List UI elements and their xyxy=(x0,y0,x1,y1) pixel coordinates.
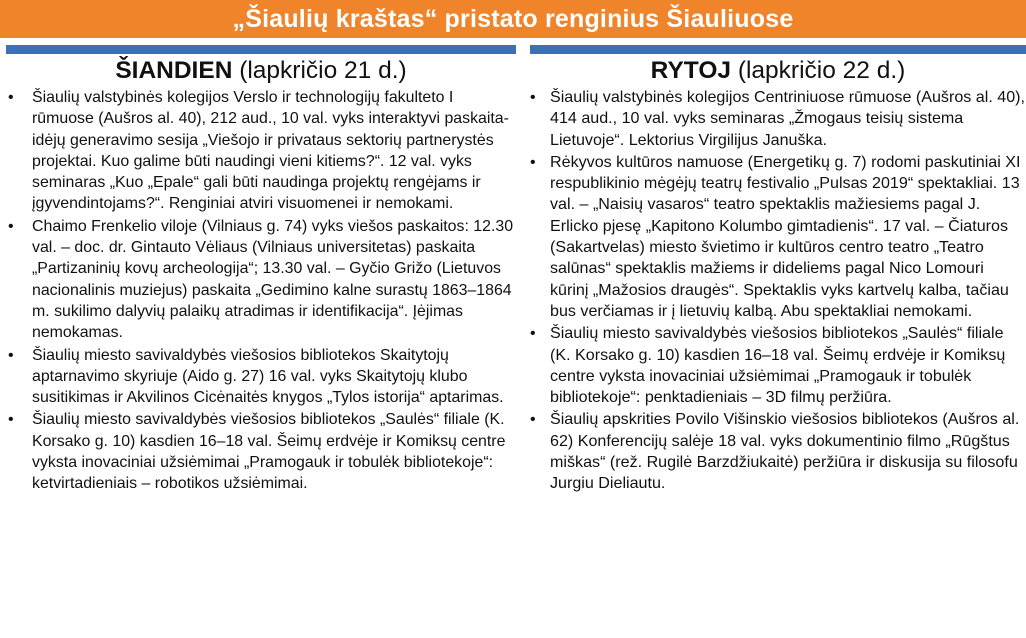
event-text: Chaimo Frenkelio viloje (Vilniaus g. 74) vyks viešos paskaitos: 12.30 val. – doc. dr. Gintauto Vėliaus (Vilniaus universitetas) paskaita „Partizaninių kovų archeologija“; 13.30 val. – Gyčio Grižo (Lietuvos nacionalinis muziejus) paskaita „Gedimino kalne surastų 1863–1864 m. sukilimo dalyvių palaikų atradimas ir identifikacija“. Įėjimas nemokamas. xyxy=(32,217,514,342)
event-text: Rėkyvos kultūros namuose (Energetikų g. 7) rodomi paskutiniai XI respublikinio mėgėjų teatrų festivalio „Pulsas 2019“ spektakliai. 13 val. – „Naisių vasaros“ teatro spektaklis mažiesiems pagal J. Erlicko pjesę „Kapitono Kolumbo gimtadienis“. 17 val. – Čiaturos (Sakartvelas) miesto švietimo ir kultūros centro teatro „Teatro salūnas“ spektaklis mažiems ir dideliems pagal Nico Lomouri kūrinį „Mažosios draugės“. Spektaklis vyks kartvelų kalba, tačiau bus verčiamas ir į lietuvių kalbą. Abu spektakliai nemokami. xyxy=(550,152,1021,320)
banner-title: „Šiaulių kraštas“ pristato renginius Šiauliuose xyxy=(0,0,1026,38)
tomorrow-event-list xyxy=(530,87,1026,495)
list-item xyxy=(6,409,516,494)
today-event-list xyxy=(6,87,516,495)
list-item xyxy=(530,152,1026,322)
bullet-icon: • xyxy=(530,89,536,106)
event-text: Šiaulių valstybinės kolegijos Centriniuose rūmuose (Aušros al. 40), 414 aud., 10 val. vyks seminaras „Žmogaus teisių sistema Lietuvoje“. Lektorius Virgilijus Januška. xyxy=(550,88,1025,149)
bullet-icon: • xyxy=(8,217,14,235)
bullet-icon: • xyxy=(8,346,14,364)
list-item xyxy=(6,345,516,409)
tomorrow-date-label: (lapkričio 22 d.) xyxy=(731,57,906,84)
tomorrow-column xyxy=(530,45,1026,496)
bullet-icon: • xyxy=(530,411,536,429)
bullet-icon: • xyxy=(8,411,14,429)
bullet-icon: • xyxy=(530,325,536,343)
tomorrow-heading xyxy=(530,55,1026,87)
list-item xyxy=(530,87,1026,151)
tomorrow-day-label: RYTOJ xyxy=(650,57,732,84)
event-text: Šiaulių valstybinės kolegijos Verslo ir technologijų fakulteto I rūmuose (Aušros al. 40), 212 aud., 10 val. vyks interaktyvi paskaita-idėjų generavimo sesija „Viešojo ir privataus sektorių partnerystės projektai. Kuo galime būti naudingi vieni kitiems?“. 12 val. vyks seminaras „Kuo „Epale“ gali būti naudinga projektų rengėjams ir įgyvendintojams?“. Renginiai atviri visuomenei ir nemokami. xyxy=(32,89,509,213)
today-day-label: ŠIANDIEN xyxy=(115,57,233,84)
list-item xyxy=(530,323,1026,408)
list-item xyxy=(530,409,1026,494)
list-item xyxy=(6,87,516,215)
bullet-icon: • xyxy=(530,153,536,171)
today-date-label: (lapkričio 21 d.) xyxy=(232,57,407,84)
today-column xyxy=(6,45,516,496)
bullet-icon: • xyxy=(8,89,14,106)
list-item xyxy=(6,216,516,344)
today-heading xyxy=(6,55,516,87)
event-text: Šiaulių miesto savivaldybės viešosios bibliotekos Skaitytojų aptarnavimo skyriuje (Aido g. 27) 16 val. vyks Skaitytojų klubo susitikimas ir Akvilinos Cicėnaitės knygos „Tylos istorija“ aptarimas. xyxy=(32,346,504,407)
event-text: Šiaulių apskrities Povilo Višinskio viešosios bibliotekos (Aušros al. 62) Konferencijų salėje 18 val. vyks dokumentinio filmo „Rūgštus miškas“ (rež. Rugilė Barzdžiukaitė) peržiūra ir diskusija su filosofu Jurgiu Dieliautu. xyxy=(550,410,1020,493)
event-text: Šiaulių miesto savivaldybės viešosios bibliotekos „Saulės“ filiale (K. Korsako g. 10) kasdien 16–18 val. Šeimų erdvėje ir Komiksų centre vyksta inovaciniai užsiėmimai „Pramogauk ir tobulėk bibliotekoje“: penktadieniais – 3D filmų peržiūra. xyxy=(550,324,1006,407)
column-rule xyxy=(6,45,516,54)
event-text: Šiaulių miesto savivaldybės viešosios bibliotekos „Saulės“ filiale (K. Korsako g. 10) kasdien 16–18 val. Šeimų erdvėje ir Komiksų centre vyksta inovaciniai užsiėmimai „Pramogauk ir tobulėk bibliotekoje“: ketvirtadieniais – robotikos užsiėmimai. xyxy=(32,411,506,493)
column-rule xyxy=(530,45,1026,54)
